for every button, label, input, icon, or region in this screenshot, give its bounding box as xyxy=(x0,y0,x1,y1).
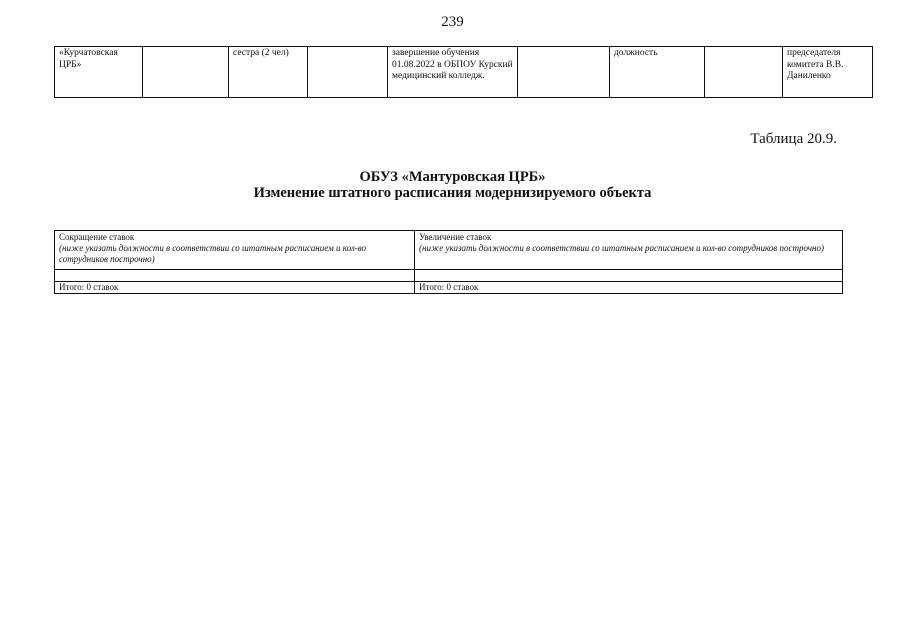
table-cell xyxy=(705,47,783,98)
increase-total: Итого: 0 ставок xyxy=(415,282,843,294)
table-cell: завершение обучения 01.08.2022 в ОБПОУ Курский медицинский колледж. xyxy=(388,47,518,98)
reduction-total: Итого: 0 ставок xyxy=(55,282,415,294)
total-row xyxy=(55,282,843,294)
increase-title: Увеличение ставок xyxy=(419,232,492,242)
increase-header-cell xyxy=(415,231,843,270)
empty-cell xyxy=(55,270,415,282)
table-cell xyxy=(518,47,610,98)
empty-row xyxy=(55,270,843,282)
staffing-change-table xyxy=(54,230,843,294)
reduction-title: Сокращение ставок xyxy=(59,232,135,242)
table-cell: «Курчатовская ЦРБ» xyxy=(55,47,143,98)
table-header-row xyxy=(55,231,843,270)
reduction-header-cell xyxy=(55,231,415,270)
page-number: 239 xyxy=(441,14,464,30)
table-row xyxy=(55,47,873,98)
increase-note: (ниже указать должности в соответствии со штатным расписанием и кол-во сотрудников построчно) xyxy=(419,243,824,253)
table-cell xyxy=(143,47,229,98)
table-cell: председателя комитета В.В. Даниленко xyxy=(783,47,873,98)
table-cell: сестра (2 чел) xyxy=(229,47,308,98)
table-cell xyxy=(308,47,388,98)
document-title: Изменение штатного расписания модернизируемого объекта xyxy=(253,185,652,201)
organization-title: ОБУЗ «Мантуровская ЦРБ» xyxy=(359,169,546,185)
empty-cell xyxy=(415,270,843,282)
continuation-table xyxy=(54,46,873,98)
table-caption: Таблица 20.9. xyxy=(750,131,837,147)
table-cell: должность xyxy=(610,47,705,98)
reduction-note: (ниже указать должности в соответствии со штатным расписанием и кол-во сотрудников построчно) xyxy=(59,243,367,264)
